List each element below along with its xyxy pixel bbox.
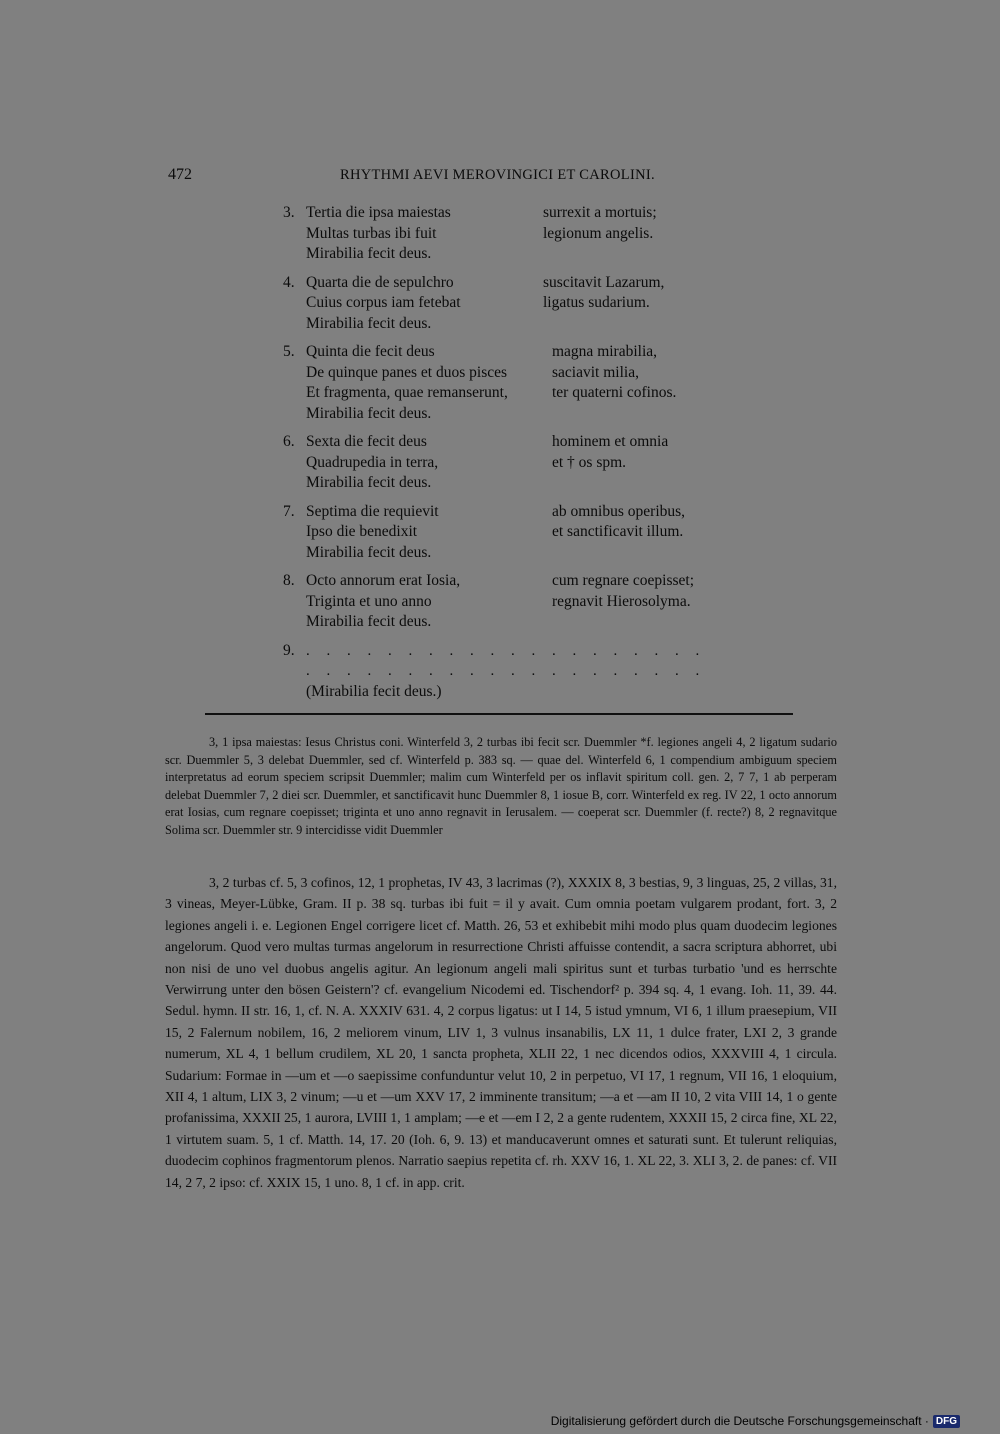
stanza-number: 4. — [283, 273, 295, 291]
refrain: Mirabilia fecit deus. — [306, 314, 432, 332]
verse-line-second-half: suscitavit Lazarum, — [543, 273, 665, 291]
verse-line: Triginta et uno anno — [306, 592, 432, 610]
poem — [283, 203, 723, 710]
verse-line: Octo annorum erat Iosia, — [306, 572, 461, 589]
verse-line-second-half: et sanctificavit illum. — [552, 523, 684, 540]
verse-line: Quarta die de sepulchro — [306, 273, 454, 291]
verse-line-second-half: ter quaterni cofinos. — [552, 384, 677, 401]
separator-rule — [205, 713, 793, 715]
verse-line: Septima die requievit — [306, 502, 439, 520]
stanza-8 — [283, 571, 723, 633]
refrain: Mirabilia fecit deus. — [306, 474, 432, 491]
stanza-number: 5. — [283, 343, 295, 360]
stanza-5 — [283, 342, 723, 424]
verse-line-second-half: magna mirabilia, — [552, 343, 658, 360]
verse-line: Quadrupedia in terra, — [306, 453, 439, 471]
apparatus-text: 3, 1 ipsa maiestas: Iesus Christus coni. Winterfeld 3, 2 turbas ibi fecit scr. Duemmler *f. legiones angeli 4, 2 ligatum sudario scr. Duemmler 5, 3 delebat Duemmler, sed cf. Winterfeld p. 383 sq. — quae del. Winterfeld 6, 1 compendium ambiguum speciem interpretatus ad eorum speciem scripsit Duemmler; malim cum Winterfeld per os inflavit spiritum coll. gen. 2, 7 7, 1 ab perperam delebat Duemmler 7, 2 diei scr. Duemmler, et sanctificavit hunc Duemmler 8, 1 iosue B, corr. Winterfeld ex reg. IV 22, 1 octo annorum erat Iosias, cum regnare coepisset; triginta et uno anno regnavit in Ierusalem. — coeperat scr. Duemmler (f. recte?) 8, 2 regnavitque Solima scr. Duemmler str. 9 intercidisse vidit Duemmler — [165, 735, 837, 837]
verse-line-second-half: ligatus sudarium. — [543, 294, 650, 311]
footer-text: Digitalisierung gefördert durch die Deutsche Forschungsgemeinschaft · — [550, 1414, 929, 1428]
verse-line-second-half: saciavit milia, — [552, 363, 639, 381]
stanza-number: 8. — [283, 572, 295, 589]
critical-apparatus — [165, 734, 837, 840]
commentary-notes — [165, 872, 837, 1193]
verse-line-second-half: ab omnibus operibus, — [552, 502, 686, 520]
stanza-number: 9. — [283, 641, 295, 659]
stanza-3 — [283, 203, 723, 265]
verse-line: Et fragmenta, quae remanserunt, — [306, 384, 508, 401]
stanza-9 — [283, 641, 723, 703]
verse-line-second-half: legionum angelis. — [543, 224, 654, 242]
refrain: (Mirabilia fecit deus.) — [306, 682, 442, 700]
verse-line: Sexta die fecit deus — [306, 433, 427, 450]
verse-line: Ipso die benedixit — [306, 523, 418, 540]
verse-line: De quinque panes et duos pisces — [306, 363, 508, 381]
stanza-4 — [283, 273, 723, 335]
verse-line: Quinta die fecit deus — [306, 343, 435, 360]
refrain: Mirabilia fecit deus. — [306, 613, 432, 630]
lacuna-dots: . . . . . . . . . . . . . . . . . . . . — [306, 642, 706, 659]
stanza-number: 6. — [283, 433, 295, 450]
notes-text: 3, 2 turbas cf. 5, 3 cofinos, 12, 1 prophetas, IV 43, 3 lacrimas (?), XXXIX 8, 3 bestias, 9, 3 linguas, 25, 2 villas, 31, 3 vineas, Meyer-Lübke, Gram. II p. 38 sq. turbas ibi fuit = il y avait. Cum omnia poetam vulgarem prodant, fort. 3, 2 legiones angeli i. e. Legionen Engel corrigere licet cf. Matth. 26, 53 et exhibebit mihi modo plus quam duodecim legiones angelorum. Quod vero multas turmas angelorum in resurrectione Christi affuisse contendit, a sacra scriptura abhorret, ubi non nisi de uno vel duobus angelis agitur. An legionum angeli mali spiritus sunt et turbas turbatio 'und es herrschte Verwirrung unter den bösen Geistern'? cf. evangelium Nicodemi ed. Tischendorf² p. 394 sq. 4, 1 evang. Ioh. 11, 39. 44. Sedul. hymn. II str. 16, 1, cf. N. A. XXXIV 631. 4, 2 corpus ligatus: ut I 14, 5 istud ymnum, VI 6, 1 illum praesepium, VII 15, 2 Falernum nobilem, 16, 2 meliorem vinum, LIV 1, 3 vulnus insanabilis, LX 11, 1 dulce frater, LXI 2, 3 grande numerum, XL 4, 1 bellum crudilem, XL 20, 1 sancta propheta, XLII 22, 1 nec dicendos odios, XXXVIII 4, 1 circula. Sudarium: Formae in —um et —o saepissime confunduntur velut 10, 2 in perpetuo, VI 17, 1 regnum, VII 16, 1 eloquium, XII 4, 1 altum, LIX 3, 2 vinum; —u et —um XXV 17, 2 imminente transitum; —a et —am II 10, 2 vita VIII 14, 1 o gente profanissima, XXXII 25, 1 aurora, LVIII 1, 1 amplam; —e et —em I 2, 2 a gente rudentem, XXXII 15, 2 circa fine, XL 22, 1 virtutem suam. 5, 1 cf. Matth. 14, 17. 20 (Ioh. 6, 9. 13) et manducaverunt omnes et saturati sunt. Et tulerunt reliquias, duodecim cophinos fragmentorum plenos. Narratio saepius repetita cf. rh. XXV 16, 1. XL 22, 3. XLI 3, 2. de panes: cf. VII 14, 2 7, 2 ipso: cf. XXIX 15, 1 uno. 8, 1 cf. in app. crit. — [165, 875, 837, 1190]
stanza-number: 7. — [283, 502, 295, 520]
stanza-6 — [283, 432, 723, 494]
verse-line-second-half: regnavit Hierosolyma. — [552, 592, 691, 610]
running-title: RHYTHMI AEVI MEROVINGICI ET CAROLINI. — [340, 167, 655, 183]
stanza-number: 3. — [283, 204, 295, 221]
lacuna-dots: . . . . . . . . . . . . . . . . . . . . — [306, 663, 706, 679]
verse-line-second-half: hominem et omnia — [552, 433, 669, 450]
digitization-footer — [551, 1414, 960, 1428]
stanza-7 — [283, 502, 723, 564]
verse-line: Cuius corpus iam fetebat — [306, 294, 461, 311]
refrain: Mirabilia fecit deus. — [306, 543, 432, 561]
verse-line: Multas turbas ibi fuit — [306, 224, 437, 242]
refrain: Mirabilia fecit deus. — [306, 404, 432, 422]
page-number: 472 — [168, 166, 192, 183]
verse-line: Tertia die ipsa maiestas — [306, 204, 451, 221]
verse-line-second-half: et † os spm. — [552, 453, 627, 471]
verse-line-second-half: surrexit a mortuis; — [543, 204, 657, 221]
dfg-logo-icon: DFG — [933, 1415, 960, 1428]
verse-line-second-half: cum regnare coepisset; — [552, 572, 695, 589]
refrain: Mirabilia fecit deus. — [306, 245, 432, 262]
